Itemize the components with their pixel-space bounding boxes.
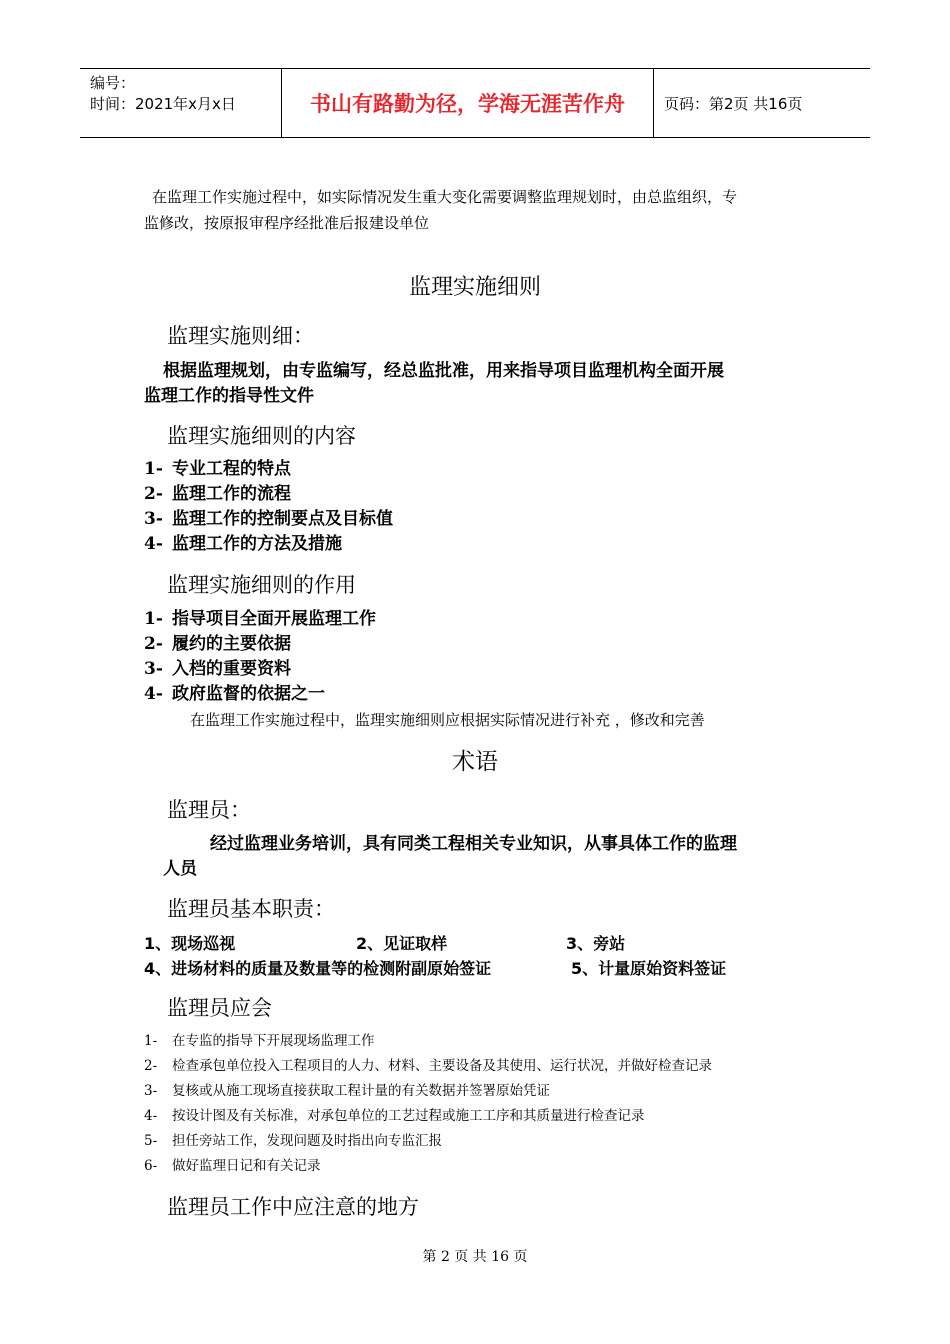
supervisor-line-1: 经过监理业务培训，具有同类工程相关专业知识，从事具体工作的监理 xyxy=(210,834,737,854)
duty-1: 1、现场巡视 xyxy=(144,934,236,953)
roles-note: 在监理工作实施过程中，监理实施细则应根据实际情况进行补充 ，修改和完善 xyxy=(190,711,705,729)
header-left-cell xyxy=(80,69,282,137)
roles-list xyxy=(144,607,376,707)
list-item: 3- 复核或从施工现场直接获取工程计量的有关数据并签署原始凭证 xyxy=(144,1083,550,1099)
intro-line-1: 在监理工作实施过程中，如实际情况发生重大变化需要调整监理规划时，由总监组织，专 xyxy=(152,188,738,206)
list-item: 4- 监理工作的方法及措施 xyxy=(144,534,342,554)
list-item: 3- 入档的重要资料 xyxy=(144,659,291,679)
header-page-info: 页码：第2页 共16页 xyxy=(664,94,803,113)
supervisor-line-2: 人员 xyxy=(163,859,197,879)
list-item: 6- 做好监理日记和有关记录 xyxy=(144,1158,321,1174)
definition-heading: 监理实施则细： xyxy=(167,324,314,348)
list-item: 1- 专业工程的特点 xyxy=(144,459,291,479)
attention-heading: 监理员工作中应注意的地方 xyxy=(167,1195,419,1219)
supervisor-heading: 监理员： xyxy=(167,798,251,822)
list-item: 4- 按设计图及有关标准，对承包单位的工艺过程或施工工序和其质量进行检查记录 xyxy=(144,1108,645,1124)
contents-heading: 监理实施细则的内容 xyxy=(167,424,356,448)
list-item: 5- 担任旁站工作，发现问题及时指出向专监汇报 xyxy=(144,1133,442,1149)
list-item: 4- 政府监督的依据之一 xyxy=(144,684,325,704)
intro-paragraph xyxy=(144,184,824,236)
section-title-terms: 术语 xyxy=(452,749,498,775)
roles-heading: 监理实施细则的作用 xyxy=(167,573,356,597)
duty-4: 4、进场材料的质量及数量等的检测附副原始签证 xyxy=(144,959,492,978)
intro-line-2: 监修改，按原报审程序经批准后报建设单位 xyxy=(144,214,430,232)
section-title-implementation-rules: 监理实施细则 xyxy=(408,275,541,300)
definition-line-2: 监理工作的指导性文件 xyxy=(144,386,314,406)
list-item: 1- 在专监的指导下开展现场监理工作 xyxy=(144,1033,375,1049)
definition-line-1: 根据监理规划，由专监编写，经总监批准，用来指导项目监理机构全面开展 xyxy=(163,361,724,381)
list-item: 1- 指导项目全面开展监理工作 xyxy=(144,609,376,629)
duty-5: 5、计量原始资料签证 xyxy=(571,959,727,978)
duties-heading: 监理员基本职责： xyxy=(167,897,335,921)
number-label: 编号： xyxy=(90,74,136,92)
date-label: 时间：2021年x月x日 xyxy=(90,95,236,113)
should-list xyxy=(144,1029,712,1179)
contents-list xyxy=(144,457,393,557)
page-footer: 第 2 页 共 16 页 xyxy=(422,1249,528,1265)
list-item: 2- 检查承包单位投入工程项目的人力、材料、主要设备及其使用、运行状况，并做好检查记录 xyxy=(144,1058,712,1074)
duty-2: 2、见证取样 xyxy=(356,934,448,953)
duty-3: 3、旁站 xyxy=(566,934,626,953)
list-item: 2- 履约的主要依据 xyxy=(144,634,291,654)
header-motto: 书山有路勤为径，学海无涯苦作舟 xyxy=(282,69,654,137)
list-item: 2- 监理工作的流程 xyxy=(144,484,291,504)
page-header xyxy=(80,68,870,138)
should-heading: 监理员应会 xyxy=(167,996,272,1020)
list-item: 3- 监理工作的控制要点及目标值 xyxy=(144,509,393,529)
